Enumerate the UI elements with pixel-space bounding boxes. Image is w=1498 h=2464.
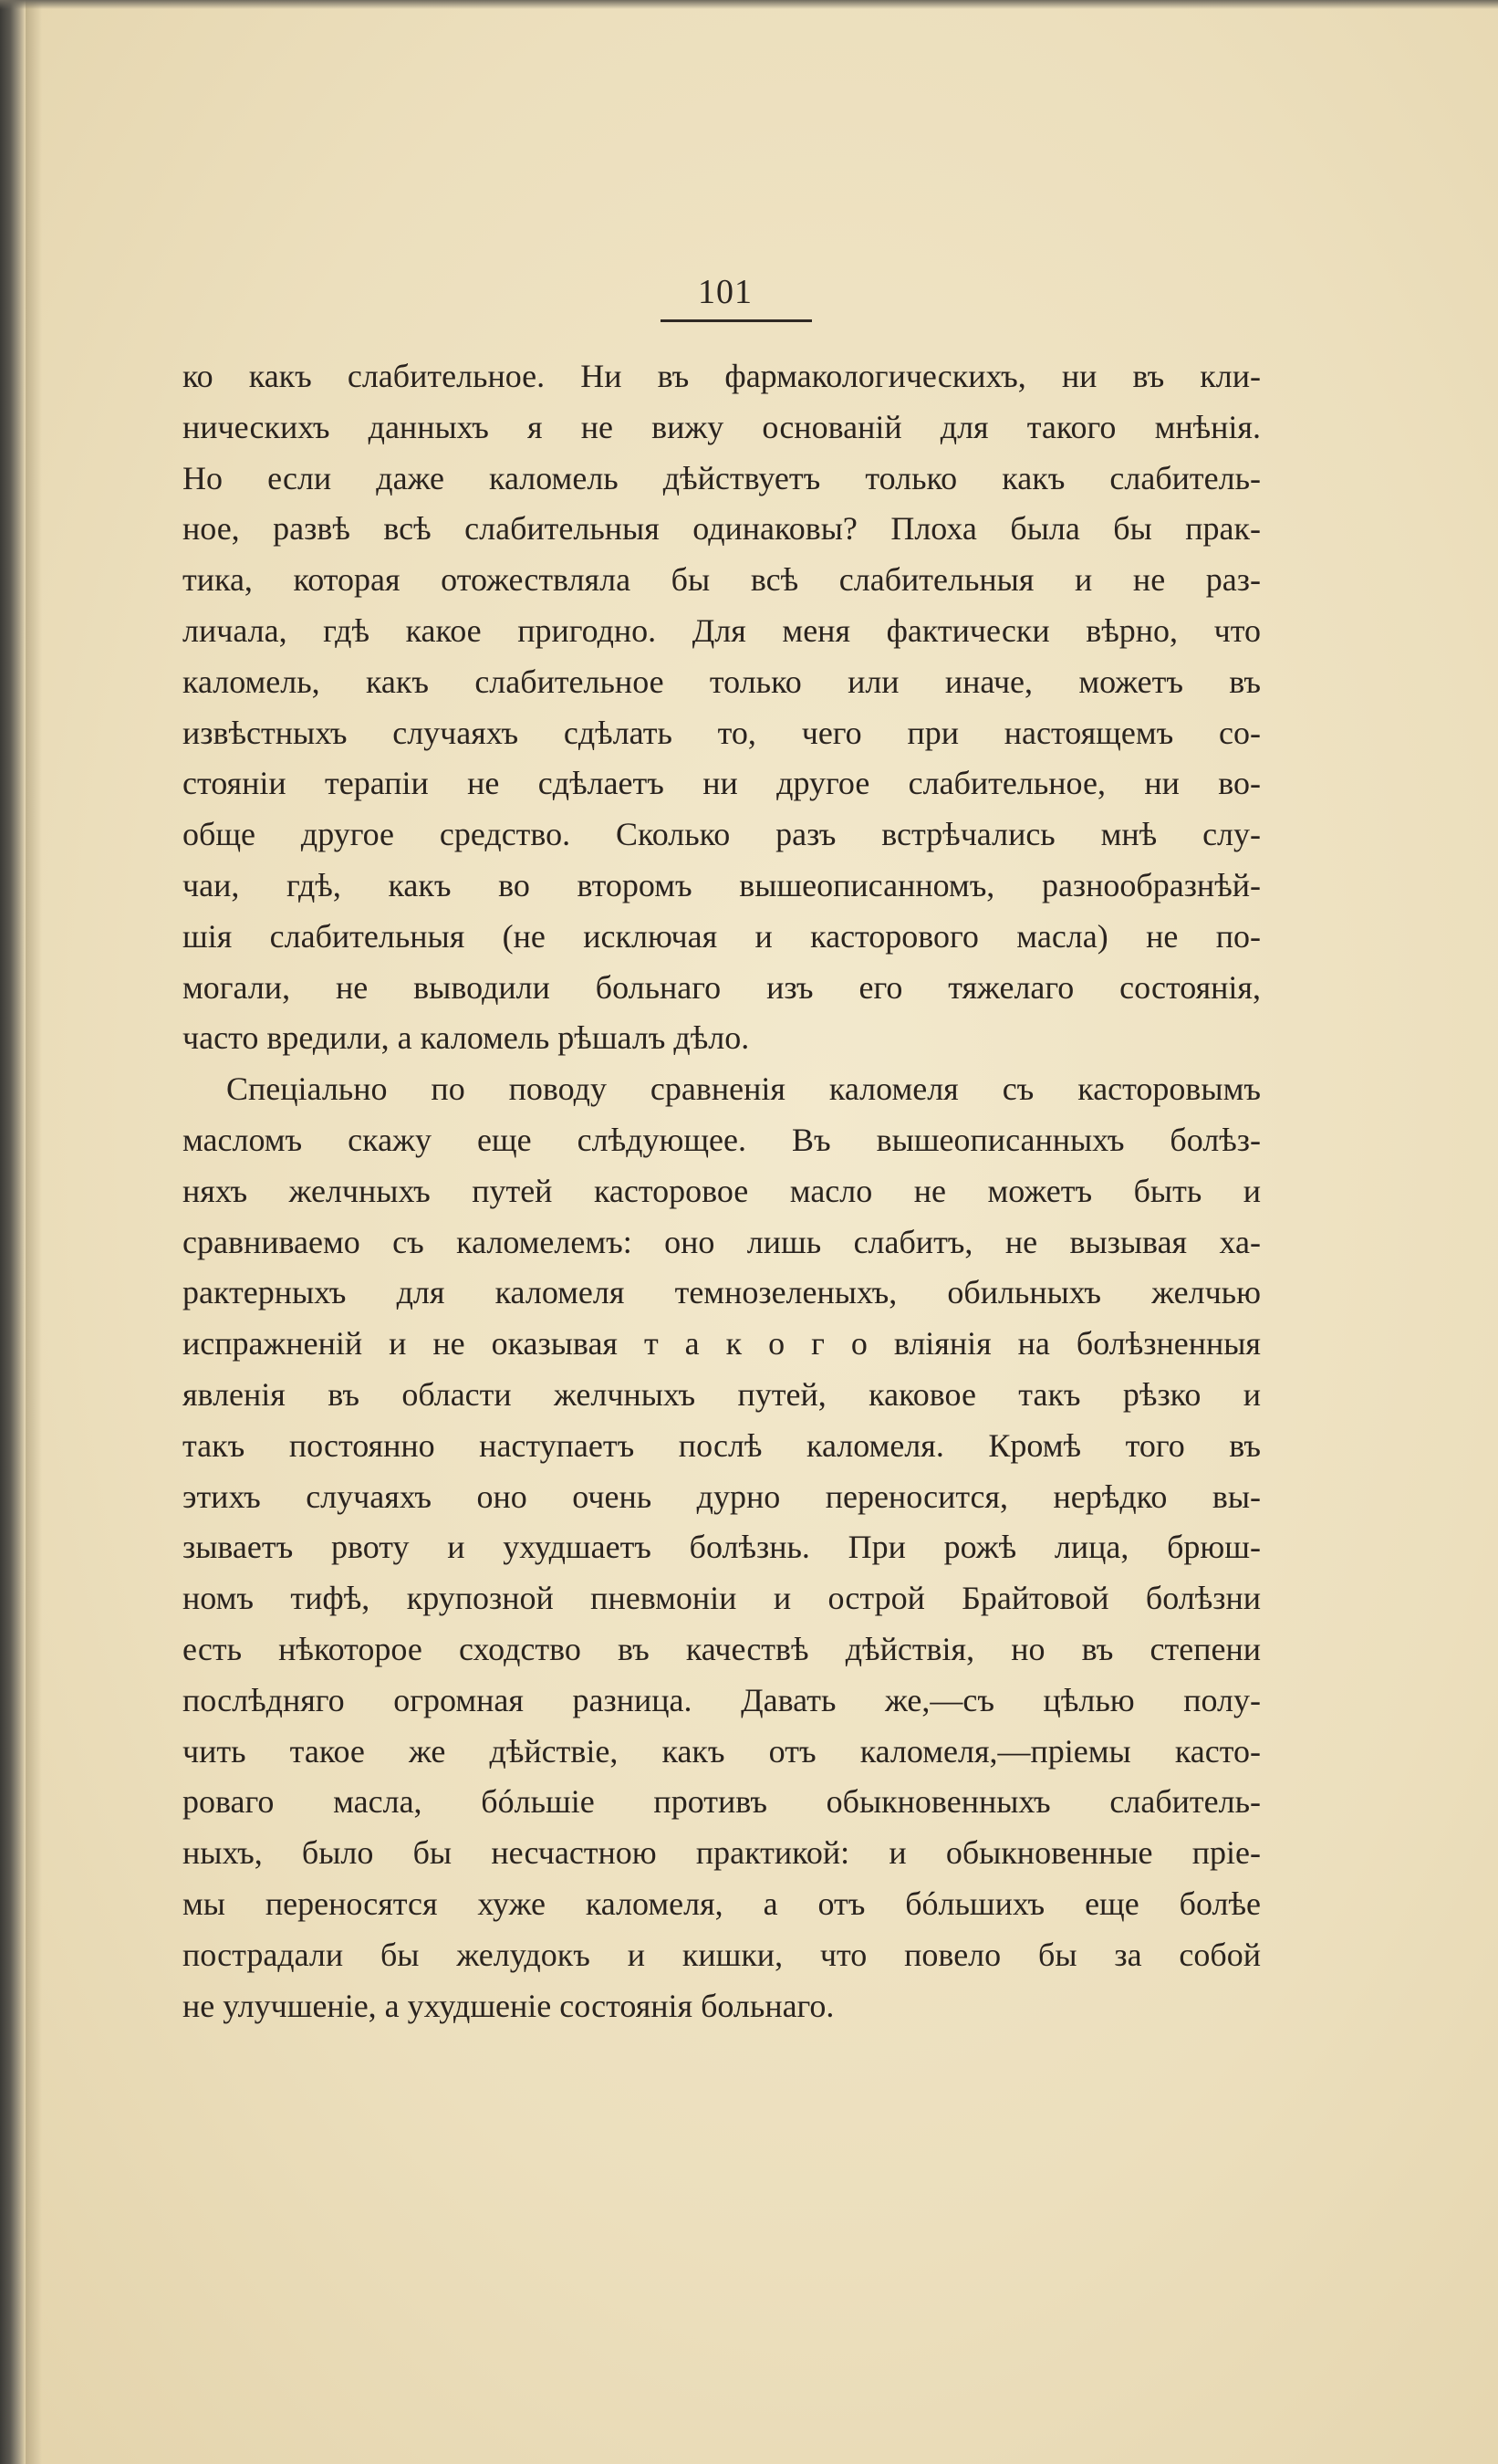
text-line: няхъ желчныхъ путей касторовое масло не можетъ быть и bbox=[182, 1172, 1261, 1209]
text-line: личала, гдѣ какое пригодно. Для меня фактически вѣрно, что bbox=[182, 611, 1261, 649]
text-line: часто вредили, а каломель рѣшалъ дѣло. bbox=[182, 1019, 750, 1057]
text-line: есть нѣкоторое сходство въ качествѣ дѣйствія, но въ степени bbox=[182, 1630, 1261, 1667]
text-line: ко какъ слабительное. Ни въ фармакологическихъ, ни въ кли- bbox=[182, 358, 1261, 394]
text-line: тика, которая отожествляла бы всѣ слабительныя и не раз- bbox=[182, 561, 1261, 599]
binding-shadow bbox=[26, 0, 42, 2464]
text-line: сравниваемо съ каломелемъ: оно лишь слабитъ, не вызывая ха- bbox=[182, 1223, 1261, 1260]
text-line: Но если даже каломель дѣйствуетъ только какъ слабитель- bbox=[182, 459, 1261, 496]
text-line: не улучшеніе, а ухудшеніе состоянія больнаго. bbox=[182, 1987, 835, 2024]
text-line: Спеціально по поводу сравненія каломеля съ касторовымъ bbox=[226, 1070, 1261, 1108]
page-number: 101 bbox=[698, 273, 753, 311]
text-line: мы переносятся хуже каломеля, а отъ бóльшихъ еще болѣе bbox=[182, 1885, 1261, 1922]
text-line: ныхъ, было бы несчастною практикой: и обыкновенные пріе- bbox=[182, 1834, 1261, 1872]
text-line: испражненій и не оказывая т а к о г о вліянія на болѣзненныя bbox=[182, 1325, 1261, 1363]
text-line: зываетъ рвоту и ухудшаетъ болѣзнь. При рожѣ лица, брюш- bbox=[182, 1529, 1261, 1566]
text-line: обще другое средство. Сколько разъ встрѣчались мнѣ слу- bbox=[182, 816, 1261, 853]
text-line: извѣстныхъ случаяхъ сдѣлать то, чего при настоящемъ со- bbox=[182, 714, 1261, 751]
text-line: такъ постоянно наступаетъ послѣ каломеля. Кромѣ того въ bbox=[182, 1426, 1261, 1464]
text-line: чаи, гдѣ, какъ во второмъ вышеописанномъ, разнообразнѣй- bbox=[182, 866, 1261, 903]
text-line: рактерныхъ для каломеля темнозеленыхъ, обильныхъ желчью bbox=[182, 1274, 1261, 1311]
text-line: этихъ случаяхъ оно очень дурно переносится, нерѣдко вы- bbox=[182, 1477, 1261, 1515]
text-line: стояніи терапіи не сдѣлаетъ ни другое слабительное, ни во- bbox=[182, 765, 1261, 802]
text-line: масломъ скажу еще слѣдующее. Въ вышеописанныхъ болѣз- bbox=[182, 1121, 1261, 1158]
text-line: каломель, какъ слабительное только или иначе, можетъ въ bbox=[182, 663, 1261, 700]
page-number-rule bbox=[661, 319, 812, 322]
text-line: могали, не выводили больнаго изъ его тяжелаго состоянія, bbox=[182, 968, 1261, 1006]
body-text bbox=[182, 351, 1261, 2031]
text-line: роваго масла, бóльшіе противъ обыкновенныхъ слабитель- bbox=[182, 1783, 1261, 1821]
text-line: послѣдняго огромная разница. Давать же,—съ цѣлью полу- bbox=[182, 1681, 1261, 1718]
text-line: чить такое же дѣйствіе, какъ отъ каломеля,—пріемы касто- bbox=[182, 1732, 1261, 1770]
book-binding-edge bbox=[0, 0, 26, 2464]
text-line: шія слабительныя (не исключая и касторового масла) не по- bbox=[182, 917, 1261, 955]
text-line: ное, развѣ всѣ слабительныя одинаковы? Плоха была бы прак- bbox=[182, 510, 1261, 548]
text-line: явленія въ области желчныхъ путей, каковое такъ рѣзко и bbox=[182, 1375, 1261, 1413]
text-line: пострадали бы желудокъ и кишки, что повело бы за собой bbox=[182, 1936, 1261, 1973]
text-line: ническихъ данныхъ я не вижу основаній для такого мнѣнія. bbox=[182, 408, 1261, 445]
text-line: номъ тифѣ, крупозной пневмоніи и острой Брайтовой болѣзни bbox=[182, 1580, 1261, 1617]
page-top-edge bbox=[0, 0, 1498, 9]
